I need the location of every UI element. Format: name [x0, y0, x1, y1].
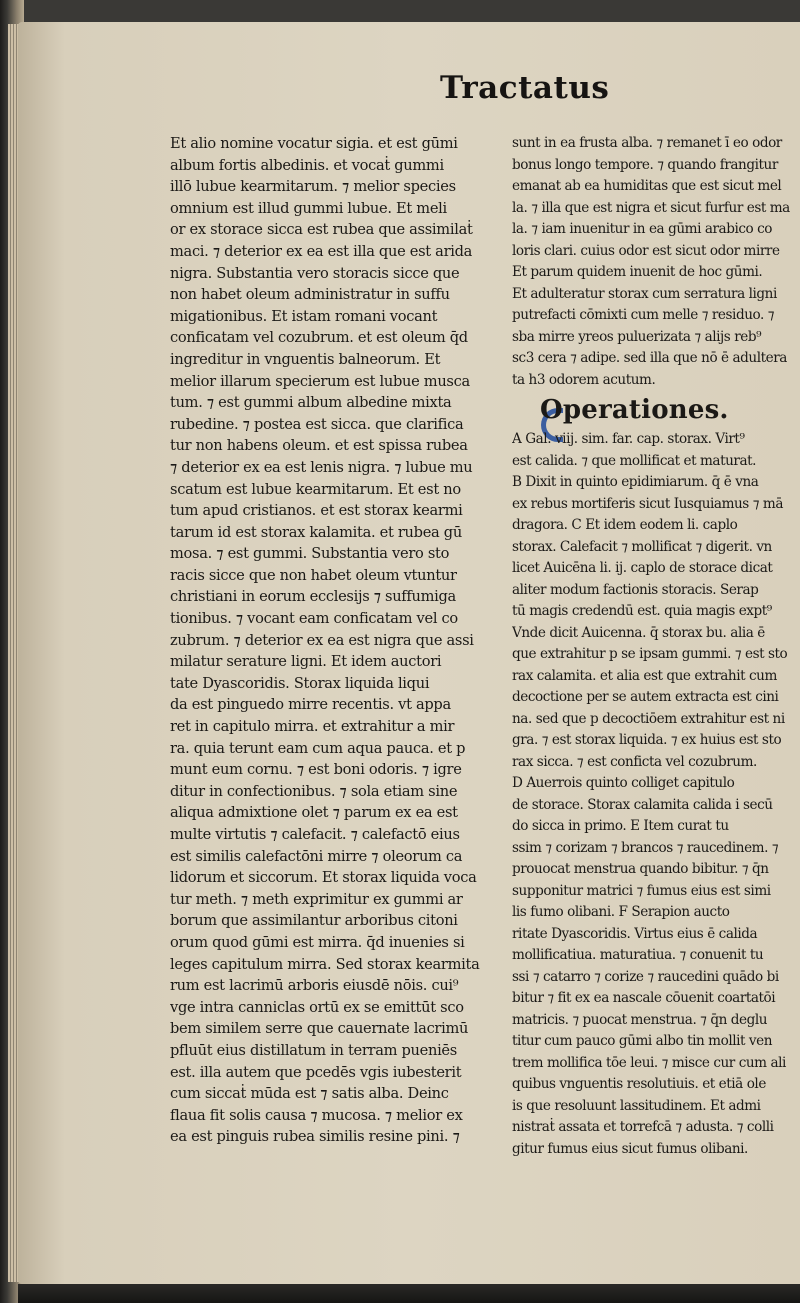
right-column-line: trem mollifica tōe leui. ⁊ misce cur cum ali — [512, 1054, 786, 1071]
left-column-line: illō lubue kearmitarum. ⁊ melior species — [170, 178, 456, 196]
right-column-line: dragora. C Et idem eodem li. caplo — [512, 517, 738, 533]
right-column-line: ta h3 odorem acutum. — [512, 371, 656, 388]
right-column-line: la. ⁊ iam inuenitur in ea gūmi arabico co — [512, 221, 773, 237]
right-column-line: ritate Dyascoridis. Virtus eius ē calida — [512, 925, 758, 942]
left-column-line: scatum est lubue kearmitarum. Et est no — [170, 480, 461, 498]
right-column-line: ssim ⁊ corizam ⁊ brancos ⁊ raucedinem. ⁊ — [512, 839, 779, 856]
left-column-line: est. illa autem que pcedēs vgis iubesterit — [170, 1063, 462, 1081]
right-column-line: ssi ⁊ catarro ⁊ corize ⁊ raucedini quādo bi — [512, 968, 779, 985]
right-text-column — [512, 133, 792, 1160]
right-column-line: rax calamita. et alia est que extrahit cum — [512, 667, 777, 684]
left-column-line: tur meth. ⁊ meth exprimitur ex gummi ar — [170, 890, 463, 908]
left-column-line: cum siccaṫ mūda est ⁊ satis alba. Deinc — [170, 1085, 449, 1103]
left-column-line: or ex storace sicca est rubea que assimilaṫ — [170, 221, 473, 239]
right-column-line: de storace. Storax calamita calida i secū — [512, 796, 773, 813]
right-column-line: emanat ab ea humiditas que est sicut mel — [512, 178, 782, 194]
right-column-line: prouocat menstrua quando bibitur. ⁊ q̄n — [512, 861, 769, 877]
left-column-line: maci. ⁊ deterior ex ea est illa que est arida — [170, 242, 473, 260]
running-title: Tractatus — [440, 70, 610, 106]
left-column-line: milatur serature ligni. Et idem auctori — [170, 653, 442, 671]
right-column-line: tū magis credendū est. quia magis expt⁹ — [512, 603, 772, 619]
right-column-line: supponitur matrici ⁊ fumus eius est simi — [512, 882, 771, 899]
left-column-line: ⁊ deterior ex ea est lenis nigra. ⁊ lubue mu — [170, 458, 473, 476]
right-column-line: que extrahitur p se ipsam gummi. ⁊ est sto — [512, 646, 788, 662]
left-column-line: album fortis albedinis. et vocaṫ gummi — [170, 156, 444, 174]
right-column-line: quibus vnguentis resolutiuis. et etiā ole — [512, 1076, 766, 1092]
right-column-line: B Dixit in quinto epidimiarum. q̄ ē vna — [512, 474, 759, 490]
left-column-line: migationibus. Et istam romani vocant — [170, 307, 438, 325]
right-column-line: est calida. ⁊ que mollificat et maturat. — [512, 452, 756, 469]
left-column-line: racis sicce que non habet oleum vtuntur — [170, 566, 457, 584]
left-column-line: mosa. ⁊ est gummi. Substantia vero sto — [170, 545, 450, 563]
left-column-line: nigra. Substantia vero storacis sicce que — [170, 264, 460, 282]
left-column-line: omnium est illud gummi lubue. Et meli — [170, 199, 447, 217]
left-column-line: ret in capitulo mirra. et extrahitur a mir — [170, 718, 455, 736]
left-column-line: rum est lacrimū arboris eiusdē nōis. cui⁹ — [170, 977, 459, 995]
left-column-line: ea est pinguis rubea similis resine pini. ⁊ — [170, 1128, 460, 1146]
left-column-line: conficatam vel cozubrum. et est oleum q̄d — [170, 329, 468, 347]
left-column-line: tum apud cristianos. et est storax kearmi — [170, 502, 463, 520]
right-column-line: decoctione per se autem extracta est cini — [512, 689, 779, 705]
left-column-line: ra. quia terunt eam cum aqua pauca. et p — [170, 739, 466, 757]
left-column-line: tur non habens oleum. et est spissa rubea — [170, 437, 468, 455]
left-column-line: aliqua admixtione olet ⁊ parum ex ea est — [170, 804, 458, 822]
left-column-line: melior illarum specierum est lubue musca — [170, 372, 470, 390]
left-column-line: zubrum. ⁊ deterior ex ea est nigra que assi — [170, 631, 474, 649]
left-column-line: rubedine. ⁊ postea est sicca. que clarifica — [170, 415, 464, 433]
right-column-line: aliter modum factionis storacis. Serap — [512, 581, 759, 598]
left-column-line: non habet oleum administratur in suffu — [170, 286, 450, 304]
left-column-line: orum quod gūmi est mirra. q̄d inuenies si — [170, 933, 465, 951]
left-column-line: lidorum et siccorum. Et storax liquida voca — [170, 869, 477, 887]
right-column-line: gra. ⁊ est storax liquida. ⁊ ex huius est sto — [512, 732, 782, 748]
right-column-line: A Gal. viij. sim. far. cap. storax. Virt⁹ — [512, 431, 745, 447]
right-column-line: is que resoluunt lassitudinem. Et admi — [512, 1097, 761, 1114]
left-column-line: vge intra canniclas ortū ex se emittūt sco — [170, 998, 464, 1016]
left-column-line: Et alio nomine vocatur sigia. et est gūmi — [170, 135, 458, 152]
right-column-line: sc3 cera ⁊ adipe. sed illa que nō ē adultera — [512, 350, 787, 366]
right-column-line: titur cum pauco gūmi albo tin mollit ven — [512, 1033, 773, 1049]
left-column-line: borum que assimilantur arboribus citoni — [170, 912, 458, 930]
right-column-line: lis fumo olibani. F Serapion aucto — [512, 904, 730, 920]
section-heading: Operationes. — [540, 395, 729, 425]
left-column-line: pfluūt eius distillatum in terram pueniēs — [170, 1041, 457, 1059]
right-column-line: do sicca in primo. E Item curat tu — [512, 818, 729, 834]
right-column-line: sba mirre yreos puluerizata ⁊ alijs reb⁹ — [512, 328, 762, 345]
left-column-line: est similis calefactōni mirre ⁊ oleorum ca — [170, 847, 463, 865]
left-column-line: multe virtutis ⁊ calefacit. ⁊ calefactō eius — [170, 826, 460, 843]
right-column-line: ex rebus mortiferis sicut Iusquiamus ⁊ mā — [512, 495, 783, 512]
left-column-line: flaua fit solis causa ⁊ mucosa. ⁊ melior ex — [170, 1106, 463, 1124]
right-column-line: na. sed que p decoctiōem extrahitur est ni — [512, 710, 785, 727]
right-column-line: sunt in ea frusta alba. ⁊ remanet ī eo odor — [512, 135, 782, 151]
right-column-line: licet Auicēna li. ij. caplo de storace dicat — [512, 560, 773, 576]
right-column-line: D Auerrois quinto colliget capitulo — [512, 775, 735, 791]
left-column-line: bem similem serre que cauernate lacrimū — [170, 1020, 469, 1038]
left-column-line: leges capitulum mirra. Sed storax kearmita — [170, 955, 480, 973]
right-column-line: rax sicca. ⁊ est conficta vel cozubrum. — [512, 753, 757, 770]
right-column-line: mollificatiua. maturatiua. ⁊ conuenit tu — [512, 947, 764, 963]
right-column-line: Vnde dicit Auicenna. q̄ storax bu. alia ē — [512, 624, 765, 641]
right-column-line: la. ⁊ illa que est nigra et sicut furfur est ma — [512, 199, 790, 216]
right-column-line: bitur ⁊ fit ex ea nascale cōuenit coartatōi — [512, 990, 776, 1006]
left-column-line: tate Dyascoridis. Storax liquida liqui — [170, 674, 430, 692]
left-column-line: da est pinguedo mirre recentis. vt appa — [170, 696, 451, 714]
left-column-line: tarum id est storax kalamita. et rubea gū — [170, 523, 462, 541]
right-column-line: storax. Calefacit ⁊ mollificat ⁊ digerit. vn — [512, 538, 772, 555]
left-column-line: munt eum cornu. ⁊ est boni odoris. ⁊ igre — [170, 761, 462, 779]
left-text-column — [170, 133, 486, 1148]
left-column-line: tum. ⁊ est gummi album albedine mixta — [170, 394, 452, 412]
left-column-line: ingreditur in vnguentis balneorum. Et — [170, 350, 441, 368]
right-column-line: Et adulteratur storax cum serratura ligni — [512, 285, 777, 302]
left-column-line: tionibus. ⁊ vocant eam conficatam vel co — [170, 610, 458, 628]
left-column-line: christiani in eorum ecclesijs ⁊ suffumiga — [170, 588, 456, 606]
right-column-line: bonus longo tempore. ⁊ quando frangitur — [512, 156, 778, 173]
left-column-line: ditur in confectionibus. ⁊ sola etiam sine — [170, 782, 458, 800]
right-column-line: putrefacti cōmixti cum melle ⁊ residuo. ⁊ — [512, 307, 775, 323]
page-bottom-shadow — [18, 1284, 800, 1303]
right-column-line: Et parum quidem inuenit de hoc gūmi. — [512, 264, 763, 280]
right-column-line: gitur fumus eius sicut fumus olibani. — [512, 1140, 748, 1157]
right-column-line: nistraṫ assata et torrefcā ⁊ adusta. ⁊ colli — [512, 1119, 774, 1135]
right-column-line: loris clari. cuius odor est sicut odor mirre — [512, 242, 780, 259]
right-column-line: matricis. ⁊ puocat menstrua. ⁊ q̄n deglu — [512, 1011, 768, 1028]
